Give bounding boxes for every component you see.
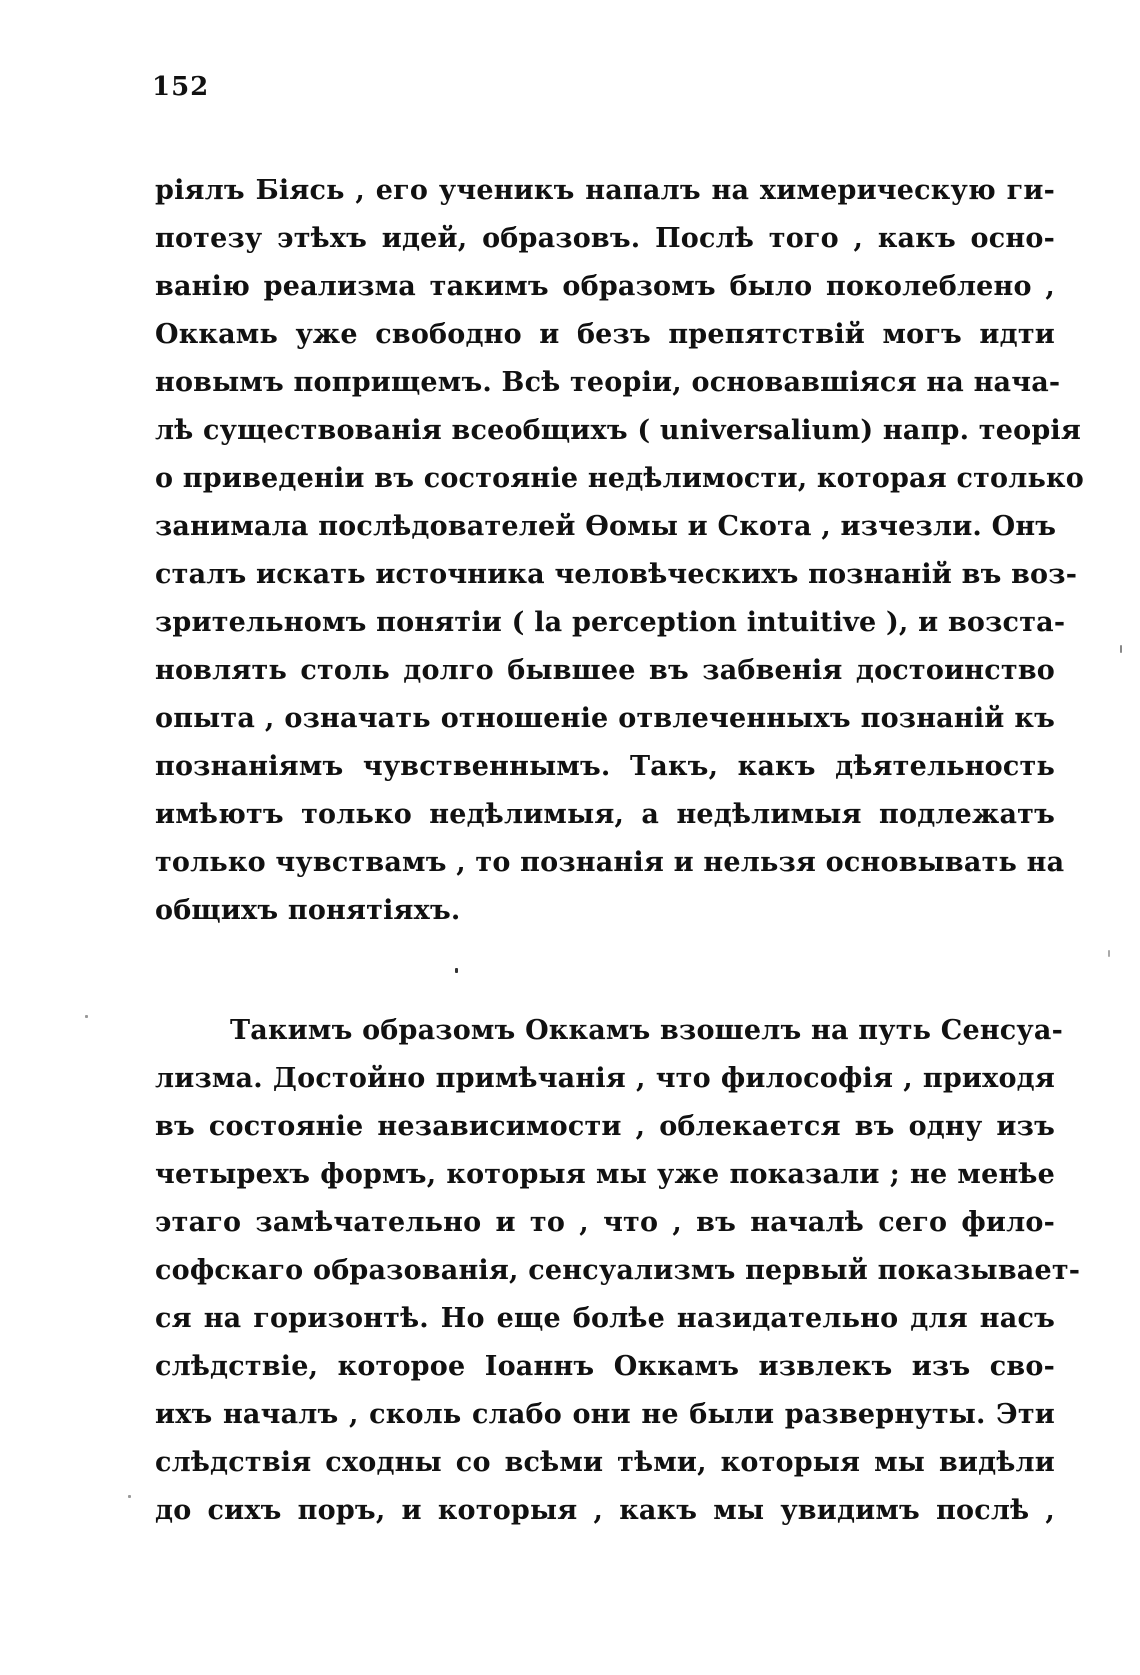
scan-speck	[1120, 645, 1122, 653]
text-line: лизма. Достойно примѣчанія , что философія , приходя	[155, 1063, 1055, 1094]
text-line: сталъ искать источника человѣческихъ познаній въ воз-	[155, 559, 1078, 590]
scan-speck	[128, 1495, 131, 1498]
text-line: о приведеніи въ состояніе недѣлимости, которая столько	[155, 463, 1084, 494]
text-line: потезу этѣхъ идей, образовъ. Послѣ того , какъ осно-	[155, 223, 1055, 254]
text-line: зрительномъ понятіи ( la perception intuitive ), и возста-	[155, 607, 1066, 638]
text-line: занимала послѣдователей Ѳомы и Скота , изчезли. Онъ	[155, 511, 1057, 542]
text-line: только чувствамъ , то познанія и нельзя основывать на	[155, 847, 1065, 878]
text-line: ванію реализма такимъ образомъ было поколеблено ,	[155, 271, 1055, 302]
text-line: познаніямъ чувственнымъ. Такъ, какъ дѣятельность	[155, 751, 1055, 782]
text-line: до сихъ поръ, и которыя , какъ мы увидимъ послѣ ,	[155, 1495, 1055, 1526]
text-line: ихъ началъ , сколь слабо они не были развернуты. Эти	[155, 1399, 1055, 1430]
text-line: слѣдствія сходны со всѣми тѣми, которыя мы видѣли	[155, 1447, 1055, 1478]
text-line: новымъ поприщемъ. Всѣ теоріи, основавшіяся на нача-	[155, 367, 1061, 398]
text-line: имѣютъ только недѣлимыя, а недѣлимыя подлежатъ	[155, 799, 1055, 830]
text-line: четырехъ формъ, которыя мы уже показали ; не менѣе	[155, 1159, 1055, 1190]
text-line: этаго замѣчательно и то , что , въ началѣ сего фило-	[155, 1207, 1055, 1238]
text-line: опыта , означать отношеніе отвлеченныхъ познаній къ	[155, 703, 1055, 734]
page-number: 152	[152, 72, 210, 102]
scan-speck	[455, 968, 458, 973]
text-line: Такимъ образомъ Оккамъ взошелъ на путь Сенсуа-	[230, 1015, 1064, 1046]
text-line: софскаго образованія, сенсуализмъ первый показывает-	[155, 1255, 1081, 1286]
text-line: въ состояніе независимости , облекается въ одну изъ	[155, 1111, 1055, 1142]
scan-speck	[85, 1015, 88, 1018]
scan-speck	[1108, 950, 1110, 957]
text-line: ріялъ Біясь , его ученикъ напалъ на химерическую ги-	[155, 175, 1055, 206]
text-line: Оккамь уже свободно и безъ препятствій могъ идти	[155, 319, 1055, 350]
text-line: слѣдствіе, которое Іоаннъ Оккамъ извлекъ изъ сво-	[155, 1351, 1055, 1382]
text-line: общихъ понятіяхъ.	[155, 895, 461, 926]
text-line: новлять столь долго бывшее въ забвенія достоинство	[155, 655, 1055, 686]
paragraph-1	[155, 167, 1084, 935]
text-line: лѣ существованія всеобщихъ ( universalium) напр. теорія	[155, 415, 1082, 446]
text-line: ся на горизонтѣ. Но еще болѣе назидательно для насъ	[155, 1303, 1055, 1334]
paragraph-2	[155, 1007, 1081, 1535]
